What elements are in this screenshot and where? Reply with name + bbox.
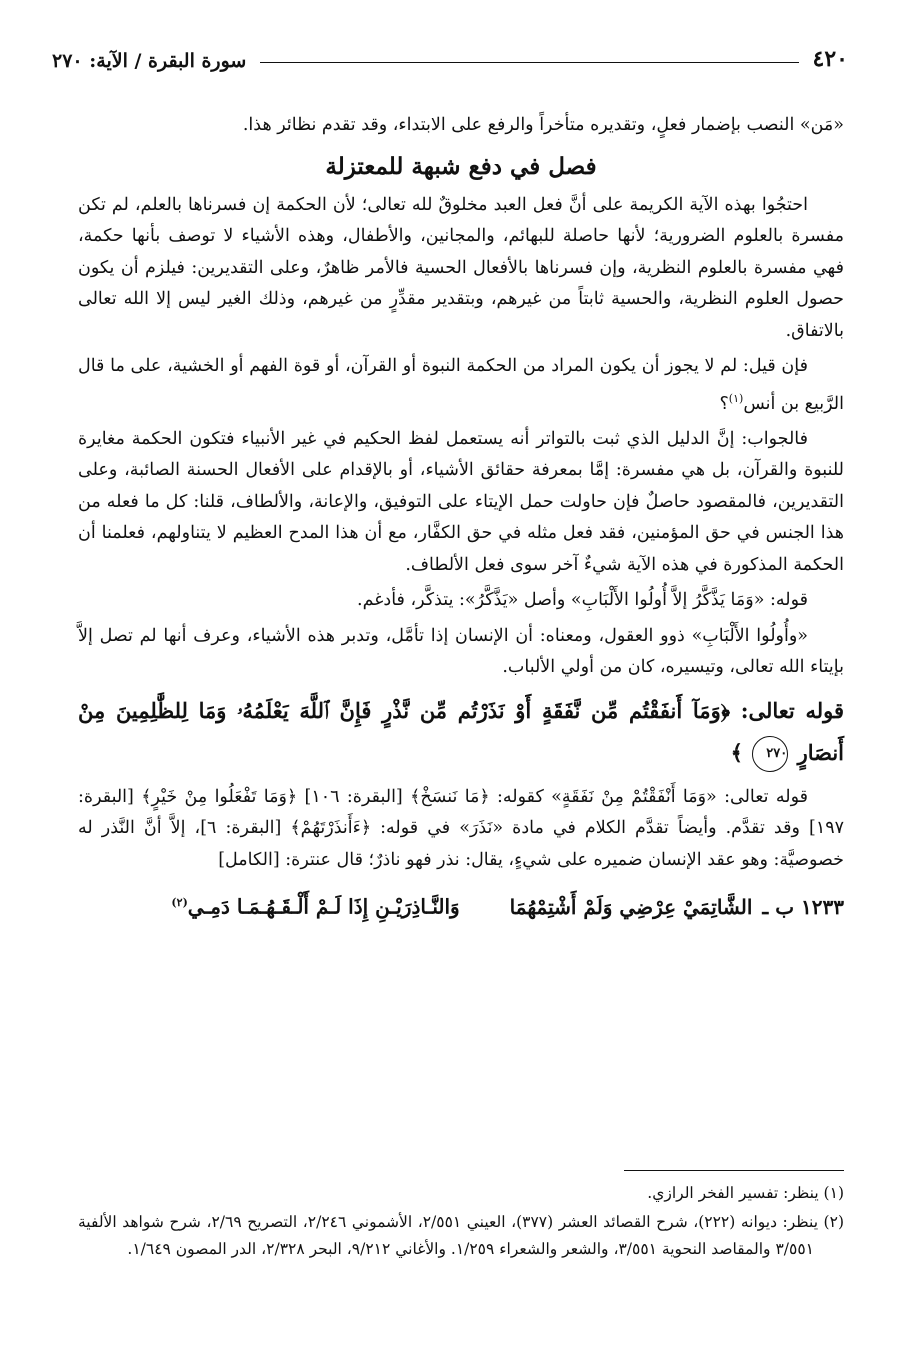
- verse-close: ﴾: [730, 739, 743, 765]
- poem-number: ١٢٣٣ ب ـ: [762, 894, 844, 919]
- paragraph-albab: «وأُولُوا الأَلْبَابِ» ذوو العقول، ومعناه: أن الإنسان إذا تأمَّل، وتدبر هذه الأشياء، وعرف أنها لم تصل إلاَّ بإيتاء الله تعالى، وتيسيره، كان من أولي الألباب.: [78, 625, 844, 678]
- footnote-ref-1[interactable]: (١): [728, 391, 744, 405]
- paragraph-intro: «مَن» النصب بإضمار فعلٍ، وتقديره متأخراً والرفع على الابتداء، وقد تقدم نظائر هذا.: [242, 115, 844, 135]
- paragraph-objection: [78, 351, 844, 420]
- page-header: [52, 38, 848, 72]
- paragraph-commentary: قوله تعالى: «وَمَا أَنْفَقْتُمْ مِنْ نَفَقَةٍ» كقوله: ﴿مَا نَنسَخْ﴾ [البقرة: ١٠٦] ﴿وَمَا تَفْعَلُوا مِنْ خَيْرٍ﴾ [البقرة: ١٩٧] وقد تقدَّم. وأيضاً تقدَّم الكلام في مادة «نَذَرَ» في قوله: ﴿ءَأَنذَرْتَهُمْ﴾ [البقرة: ٦]، إلاَّ أنَّ النَّذر له خصوصيَّة: وهو عقد الإنسان ضميره على شيءٍ، يقال: نذر فهو ناذرٌ؛ قال عنترة: [الكامل]: [78, 786, 845, 870]
- objection-text: فإن قيل: لم لا يجوز أن يكون المراد من الحكمة النبوة أو القرآن، أو قوة الفهم أو الخشية، على ما قال الرَّبيع بن أنس: [78, 356, 844, 414]
- poem-line: [78, 886, 844, 924]
- verse-number-badge: ٢٧٠: [752, 736, 788, 772]
- page-number: ٤٢٠: [812, 46, 848, 72]
- verse-intro: قوله تعالى:: [740, 697, 845, 723]
- paragraph-argument: احتجُوا بهذه الآية الكريمة على أنَّ فعل العبد مخلوقٌ لله تعالى؛ لأن الحكمة إن فسرناها بالعلم، لم تكن مفسرة بالعلوم الضرورية؛ لأنها حاصلة للبهائم، والمجانين، والأطفال، وهذه الأشياء لا توصف بأنها حكمة، فهي مفسرة بالعلوم النظرية، وإن فسرناها بالأفعال الحسية فالأمر ظاهرٌ، وعلى التقديرين: فيلزم أن يكون حصول العلوم النظرية، والحسية ثابتاً من غيرهم، وبتقدير مقدِّرٍ من غيرهم، وذلك الغير ليس إلا الله تعالى بالاتفاق.: [78, 194, 844, 341]
- running-title: سورة البقرة / الآية: ٢٧٠: [52, 50, 247, 72]
- quran-verse: [78, 690, 844, 774]
- paragraph-tadhakkur: قوله: «وَمَا يَذَّكَّرُ إلاَّ أُولُوا الأَلْبَابِ» وأصل «يَذَّكَّرُ»: يتذكَّر، فأدغم.: [357, 590, 808, 611]
- header-rule: [260, 62, 798, 63]
- hemistich-second-text: وَالنَّـاذِرَيْـنِ إِذَا لَـمْ أَلْـقَـهُـمَـا دَمِـي: [187, 894, 460, 919]
- objection-end: ؟: [719, 393, 729, 414]
- footnote-1: (١) ينظر: تفسير الفخر الرازي.: [647, 1184, 844, 1202]
- verse-text: ﴿وَمَآ أَنفَقْتُم مِّن نَّفَقَةٍ أَوْ نَذَرْتُم مِّن نَّذْرٍ فَإِنَّ ٱللَّهَ يَعْلَمُهُۥ وَمَا لِلظَّٰلِمِينَ مِنْ أَنصَارٍ: [78, 697, 844, 765]
- poem-hemistich-second: [78, 886, 460, 924]
- footnote-2: (٢) ينظر: ديوانه (٢٢٢)، شرح القصائد العشر (٣٧٧)، العيني ٢/٥٥١، الأشموني ٢/٢٤٦، التصريح ٢/٦٩، شرح شواهد الألفية ٣/٥٥١ والمقاصد النحوية ٣/٥٥١، والشعر والشعراء ١/٢٥٩. والأغاني ٩/٢١٢، البحر ٢/٣٢٨، الدر المصون ١/٦٤٩.: [78, 1213, 844, 1258]
- footnote-ref-2[interactable]: (٢): [171, 896, 188, 910]
- paragraph-answer: فالجواب: إنَّ الدليل الذي ثبت بالتواتر أنه يستعمل لفظ الحكيم في غير الأنبياء فتكون الحكمة مغايرة للنبوة والقرآن، بل هي مفسرة: إمَّا بمعرفة حقائق الأشياء، أو بالإقدام على الأفعال الحسنة الصائبة، وعلى التقديرين، فالمقصود حاصلٌ فإن حاولت حمل الإيتاء على التوفيق، والإعانة، والألطاف، قلنا: كل ما فعله من هذا الجنس في حق المؤمنين، فقد فعل مثله في حق الكفَّار، مع أن هذا المدح العظيم لا يتناولهم، فعلمنا أن الحكمة المذكورة في هذه الآية شيءٌ آخر سوى فعل الألطاف.: [78, 428, 844, 575]
- poem-hemistich-first: الشَّاتِمَيْ عِرْضِي وَلَمْ أَشْتِمْهُمَا: [509, 894, 753, 919]
- main-text: [78, 110, 844, 924]
- footnote-divider: [624, 1170, 844, 1171]
- section-heading: فصل في دفع شبهة للمعتزلة: [325, 152, 597, 180]
- footnotes: [78, 1180, 844, 1265]
